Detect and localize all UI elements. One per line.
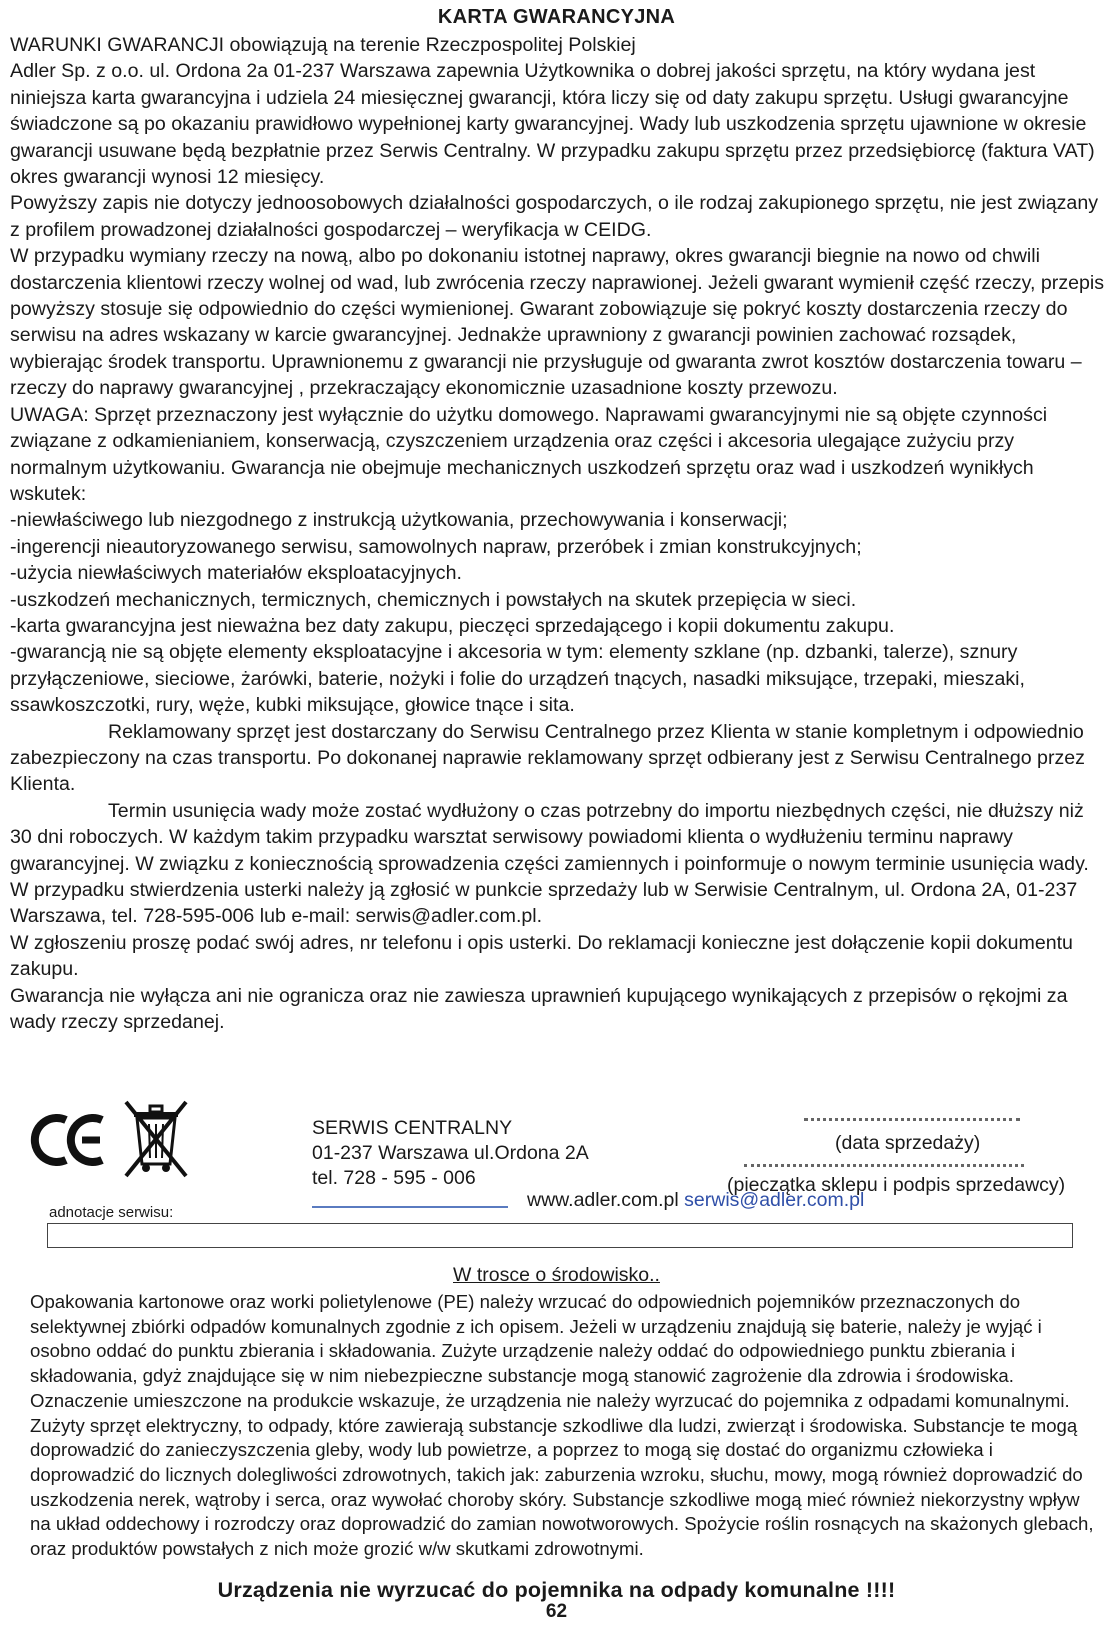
stamp-signature-line: [744, 1164, 1024, 1167]
stamp-signature-label: (pieczątka sklepu i podpis sprzedawcy): [727, 1174, 1066, 1196]
exclusion-item: -karta gwarancyjna jest nieważna bez daty zakupu, pieczęci sprzedającego i kopii dokumentu zakupu.: [10, 614, 895, 637]
terms-paragraph: Gwarancja nie wyłącza ani nie ogranicza oraz nie zawiesza uprawnień kupującego wynikających z przepisów o rękojmi za wady rzeczy sprzedanej.: [10, 984, 1068, 1034]
website-link[interactable]: www.adler.com.pl: [527, 1189, 679, 1211]
exclusion-item: -ingerencji nieautoryzowanego serwisu, samowolnych napraw, przeróbek i zmian konstrukcyjnych;: [10, 535, 862, 558]
terms-paragraph: W przypadku wymiany rzeczy na nową, albo po dokonaniu istotnej naprawy, okres gwarancji biegnie na nowo od chwili dostarczenia klientowi rzeczy wolnej od wad, lub zwrócenia rzeczy naprawionej. Jeżeli gwarant wymienił część rzeczy, przepis powyższy stosuje się odpowiednio do części wymienionej. Gwarant zobowiązuje się pokryć koszty dostarczenia rzeczy do serwisu na adres wskazany w karcie gwarancyjnej. Jednakże uprawniony z gwarancji powinien zachować rozsądek, wybierając środek transportu. Uprawnionemu z gwarancji nie przysługuje od gwaranta zwrot kosztów dostarczenia towaru – rzeczy do naprawy gwarancyjnej , przekraczający ekonomicznie uzasadnione koszty przewozu.: [10, 245, 1105, 400]
service-address: [312, 1116, 589, 1191]
terms-paragraph: W przypadku stwierdzenia usterki należy ją zgłosić w punkcie sprzedaży lub w Serwisie Centralnym, ul. Ordona 2A, 01-237 Warszawa, tel. 728-595-006 lub e-mail: serwis@adler.com.pl.: [10, 879, 1078, 928]
sale-date-label: (data sprzedaży): [835, 1132, 981, 1154]
service-street: 01-237 Warszawa ul.Ordona 2A: [312, 1142, 589, 1164]
exclusion-item: -niewłaściwego lub niezgodnego z instrukcją użytkowania, przechowywania i konserwacji;: [10, 509, 788, 532]
ce-mark-icon: [35, 1118, 102, 1162]
exclusion-item: -użycia niewłaściwych materiałów eksploatacyjnych.: [10, 562, 462, 585]
page-number: 62: [545, 1601, 568, 1622]
environment-title: W trosce o środowisko..: [453, 1264, 660, 1286]
underline-divider: [312, 1206, 508, 1208]
certification-logos: [26, 1098, 196, 1180]
exclusion-item: -uszkodzeń mechanicznych, termicznych, chemicznych i powstałych na skutek przepięcia w sieci.: [10, 588, 857, 611]
warranty-terms: [10, 32, 1106, 1035]
terms-paragraph: WARUNKI GWARANCJI obowiązują na terenie Rzeczpospolitej Polskiej: [10, 34, 636, 56]
service-annotation-field[interactable]: [47, 1223, 1073, 1248]
email-link[interactable]: serwis@adler.com.pl: [684, 1189, 865, 1211]
terms-paragraph: Termin usunięcia wady może zostać wydłużony o czas potrzebny do importu niezbędnych części, nie dłuższy niż 30 dni roboczych. W każdym takim przypadku warsztat serwisowy powiadomi klienta o wydłużeniu terminu naprawy gwarancyjnej. W związku z koniecznością sprowadzenia części zamiennych i poinformuje o nowym terminie usunięcia wady.: [10, 799, 1089, 875]
service-name: SERWIS CENTRALNY: [312, 1117, 513, 1139]
exclusion-item: -gwarancją nie są objęte elementy eksploatacyjne i akcesoria w tym: elementy szklane (np. dzbanki, talerze), sznury przyłączeniowe, sieciowe, żarówki, baterie, nożyki i folie do urządzeń tnących, nasadki miksujące, trzepaki, mieszaki, ssawkoszczotki, rury, węże, kubki miksujące, głowice tnące i sita.: [10, 641, 1025, 717]
service-annotation-label: adnotacje serwisu:: [49, 1204, 174, 1221]
disposal-warning: Urządzenia nie wyrzucać do pojemnika na odpady komunalne !!!!: [217, 1578, 896, 1602]
ce-weee-logos: [26, 1098, 196, 1180]
terms-paragraph: Powyższy zapis nie dotyczy jednoosobowych działalności gospodarczych, o ile rodzaj zakupionego sprzętu, nie jest związany z profilem prowadzonej działalności gospodarczej – weryfikacja w CEIDG.: [10, 192, 1099, 241]
terms-paragraph: W zgłoszeniu proszę podać swój adres, nr telefonu i opis usterki. Do reklamacji konieczne jest dołączenie kopii dokumentu zakupu.: [10, 931, 1073, 981]
service-phone: tel. 728 - 595 - 006: [312, 1167, 476, 1189]
contact-links: [527, 1189, 864, 1212]
crossed-bin-icon: [126, 1102, 186, 1176]
environment-paragraph: Opakowania kartonowe oraz worki polietylenowe (PE) należy wrzucać do odpowiednich pojemników przeznaczonych do selektywnej zbiórki odpadów komunalnych zgodnie z ich opisem. Jeżeli w urządzeniu znajdują się baterie, należy je wyjąć i osobno oddać do punktu zbierania i składowania. Zużyte urządzenie należy oddać do odpowiedniego punktu zbierania i składowania, gdyż znajdujące się w nim niebezpieczne substancje mogą stanowić zagrożenie dla zdrowia i środowiska. Oznaczenie umieszczone na produkcie wskazuje, że urządzenia nie należy wyrzucać do pojemnika z odpadami komunalnymi.: [30, 1291, 1070, 1411]
environment-section: [30, 1290, 1100, 1562]
document-title: KARTA GWARANCYJNA: [437, 6, 676, 28]
environment-paragraph: Zużyty sprzęt elektryczny, to odpady, które zawierają substancje szkodliwe dla ludzi, zwierząt i środowiska. Substancje te mogą doprowadzić do zanieczyszczenia gleby, wody lub powietrze, a poprzez to mogą się dostać do organizmu człowieka i doprowadzić do licznych dolegliwości zdrowotnych, takich jak: zaburzenia wzroku, słuchu, mowy, mogą również doprowadzić do uszkodzenia nerek, wątroby i serca, oraz wywołać choroby skóry. Substancje szkodliwe mogą mieć również niekorzystny wpływ na układ oddechowy i rozrodczy oraz doprowadzić do zamian nowotworowych. Spożycie roślin rosnących na skażonych glebach, oraz produktów powstałych z nich może grozić w/w skutkami zdrowotnymi.: [30, 1414, 1094, 1560]
date-signature-line: [804, 1118, 1020, 1121]
terms-paragraph: UWAGA: Sprzęt przeznaczony jest wyłącznie do użytku domowego. Naprawami gwarancyjnymi nie są objęte czynności związane z odkamienianiem, konserwacją, czyszczeniem urządzenia oraz części i akcesoria ulegające zużyciu przy normalnym użytkowaniu. Gwarancja nie obejmuje mechanicznych uszkodzeń sprzętu oraz wad i uszkodzeń wynikłych wskutek:: [10, 403, 1048, 505]
terms-paragraph: Adler Sp. z o.o. ul. Ordona 2a 01-237 Warszawa zapewnia Użytkownika o dobrej jakości sprzętu, na który wydana jest niniejsza karta gwarancyjna i udziela 24 miesięcznej gwarancji, która liczy się od daty zakupu sprzętu. Usługi gwarancyjne świadczone są po okazaniu prawidłowo wypełnionej karty gwarancyjnej. Wady lub uszkodzenia sprzętu ujawnione w okresie gwarancji usuwane będą bezpłatnie przez Serwis Centralny. W przypadku zakupu sprzętu przez przedsiębiorcę (faktura VAT) okres gwarancji wynosi 12 miesięcy.: [10, 60, 1095, 189]
terms-paragraph: Reklamowany sprzęt jest dostarczany do Serwisu Centralnego przez Klienta w stanie kompletnym i odpowiednio zabezpieczony na czas transportu. Po dokonanej naprawie reklamowany sprzęt odbierany jest z Serwisu Centralnego przez Klienta.: [10, 720, 1085, 796]
